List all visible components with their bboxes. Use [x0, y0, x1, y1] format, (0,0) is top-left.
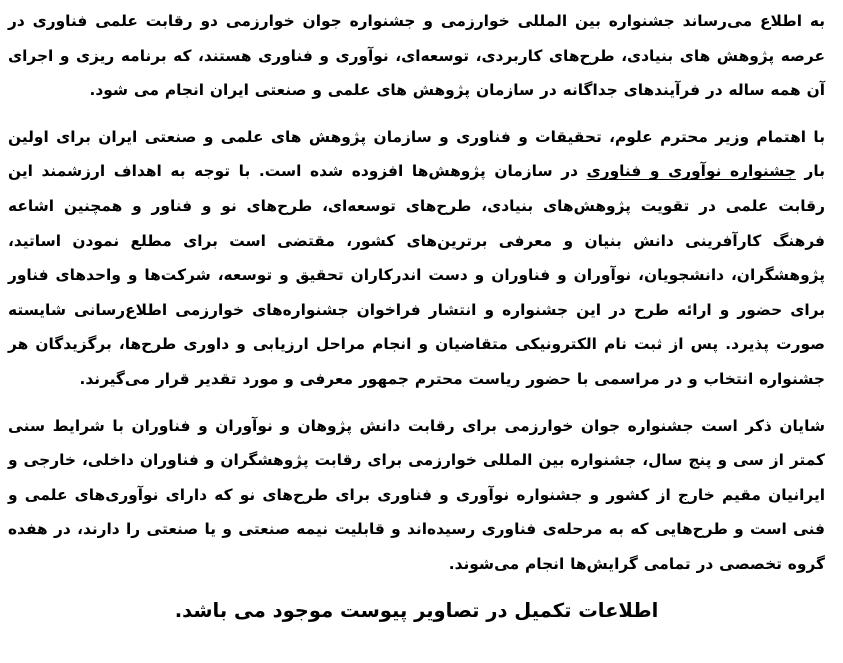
paragraph-2-text-before-link: با اهتمام وزیر محترم علوم، تحقیقات و فناوری و سازمان پژوهش های علمی و صنعتی ایران برای اولین بار: [8, 127, 825, 181]
paragraph-2-text-after-link: در سازمان پژوهش‌ها افزوده شده است. با توجه به اهداف ارزشمند این رقابت علمی در تقویت پژوهش‌های بنیادی، طرح‌های توسعه‌ای، طرح‌های نو و فناور و همچنین اشاعه فرهنگ کارآفرینی دانش بنیان و معرفی برترین‌های کشور، مقتضی است برای مطلع نمودن اساتید، پژوهشگران، دانشجویان، نوآوران و فناوران و دست اندرکاران تحقیق و توسعه، شرکت‌ها و واحدهای فناور برای حضور و ارائه طرح در این جشنواره و انتشار فراخوان جشنواره‌های خوارزمی اطلاع‌رسانی شایسته صورت پذیرد. پس از ثبت نام الکترونیکی متقاضیان و انجام مراحل ارزیابی و داوری طرح‌ها، برگزیدگان هر جشنواره انتخاب و در مراسمی با حضور ریاست محترم جمهور معرفی و مورد تقدیر قرار می‌گیرند.: [8, 162, 825, 388]
paragraph-innovation-festival: [8, 120, 825, 397]
attachments-note: اطلاعات تکمیل در تصاویر پیوست موجود می باشد.: [174, 598, 659, 622]
document-body: [8, 0, 825, 626]
paragraph-intro: به اطلاع می‌رساند جشنواره بین المللی خوارزمی و جشنواره جوان خوارزمی دو رقابت علمی فناوری در عرصه پژوهش های بنیادی، طرح‌های کاربردی، توسعه‌ای، نوآوری و فناوری هستند، که برنامه ریزی و اجرای آن همه ساله در فرآیندهای جداگانه در سازمان پژوهش های علمی و صنعتی ایران انجام می شود.: [8, 12, 825, 100]
innovation-festival-link[interactable]: جشنواره نوآوری و فناوری: [586, 162, 796, 181]
paragraph-festival-categories: شایان ذکر است جشنواره جوان خوارزمی برای رقابت دانش پژوهان و نوآوران و فناوران با شرایط سنی کمتر از سی و پنج سال، جشنواره بین المللی خوارزمی برای رقابت پژوهشگران و فناوران داخلی، خارجی و ایرانیان مقیم خارج از کشور و جشنواره نوآوری و فناوری برای طرح‌های نو که دارای نوآوری‌های علمی و فنی است و طرح‌هایی که به مرحله‌ی فناوری رسیده‌اند و قابلیت نیمه صنعتی و یا صنعتی را دارند، در هفده گروه تخصصی در تمامی گرایش‌ها انجام می‌شوند.: [8, 416, 825, 573]
